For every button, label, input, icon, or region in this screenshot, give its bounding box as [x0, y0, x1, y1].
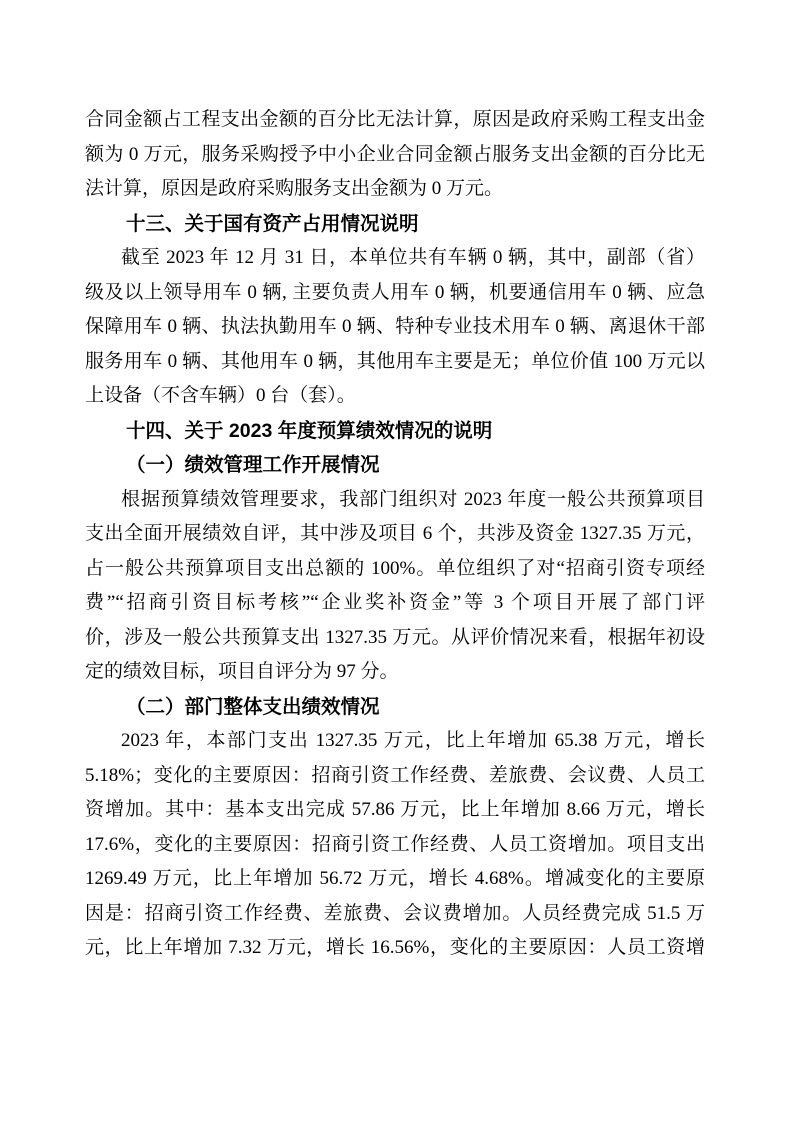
heading-section-14-budget-performance: 十四、关于 2023 年度预算绩效情况的说明	[126, 419, 493, 442]
text-line: 价，涉及一般公共预算支出 1327.35 万元。从评价情况来看，根据年初设	[85, 626, 705, 648]
text-line: 1269.49 万元，比上年增加 56.72 万元，增长 4.68%。增减变化的主要原	[85, 868, 705, 889]
paragraph-state-assets-vehicles	[85, 241, 705, 414]
text-line: 合同金额占工程支出金额的百分比无法计算，原因是政府采购工程支出金	[85, 109, 705, 130]
text-line: 服务用车 0 辆、其他用车 0 辆，其他用车主要是无；单位价值 100 万元以	[85, 350, 705, 372]
text-line: 资增加。其中：基本支出完成 57.86 万元，比上年增加 8.66 万元，增长	[85, 799, 705, 820]
paragraph-procurement-continuation	[85, 103, 705, 207]
text-line: 级及以上领导用车 0 辆, 主要负责人用车 0 辆，机要通信用车 0 辆、应急	[85, 281, 705, 303]
text-line: 保障用车 0 辆、执法执勤用车 0 辆、特种专业技术用车 0 辆、离退休干部	[85, 316, 705, 337]
paragraph-overall-expenditure-detail	[85, 724, 705, 966]
text-line: 占一般公共预算项目支出总额的 100%。单位组织了对“招商引资专项经	[85, 557, 705, 579]
text-line: 上设备（不含车辆）0 台（套）。	[85, 385, 356, 406]
text-line: 2023 年，本部门支出 1327.35 万元，比上年增加 65.38 万元，增长	[121, 730, 705, 751]
heading-section-13-state-assets: 十三、关于国有资产占用情况说明	[126, 212, 419, 235]
text-line: 根据预算绩效管理要求，我部门组织对 2023 年度一般公共预算项目	[121, 488, 705, 510]
paragraph-performance-self-evaluation	[85, 483, 705, 690]
text-line: 定的绩效目标，项目自评分为 97 分。	[85, 661, 399, 682]
text-line: 因是：招商引资工作经费、差旅费、会议费增加。人员经费完成 51.5 万	[85, 902, 705, 924]
text-line: 额为 0 万元，服务采购授予中小企业合同金额占服务支出金额的百分比无	[85, 143, 705, 165]
text-line: 17.6%，变化的主要原因：招商引资工作经费、人员工资增加。项目支出	[85, 833, 705, 855]
text-line: 费”“招商引资目标考核”“企业奖补资金”等 3 个项目开展了部门评	[85, 592, 705, 613]
text-line: 截至 2023 年 12 月 31 日，本单位共有车辆 0 辆，其中，副部（省）	[121, 247, 705, 268]
subheading-overall-expenditure-performance: （二）部门整体支出绩效情况	[126, 695, 380, 718]
subheading-performance-management: （一）绩效管理工作开展情况	[126, 454, 380, 476]
text-line: 支出全面开展绩效自评，其中涉及项目 6 个，共涉及资金 1327.35 万元，	[85, 523, 705, 544]
text-line: 法计算，原因是政府采购服务支出金额为 0 万元。	[85, 178, 504, 199]
text-line: 元，比上年增加 7.32 万元，增长 16.56%，变化的主要原因：人员工资增	[85, 937, 705, 958]
text-line: 5.18%；变化的主要原因：招商引资工作经费、差旅费、会议费、人员工	[85, 764, 705, 786]
